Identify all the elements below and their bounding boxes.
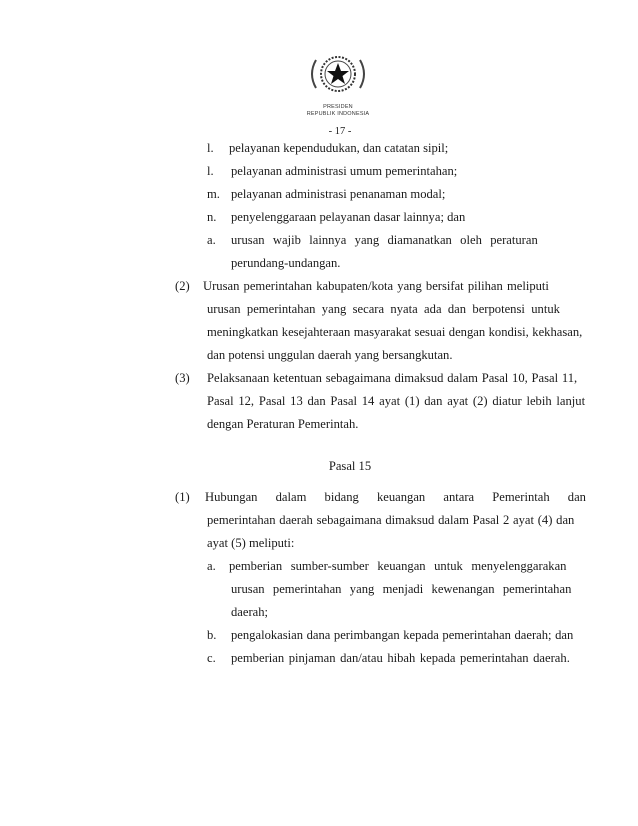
list-item: pelayanan administrasi penanaman modal; — [231, 187, 446, 201]
list-item: pemberian sumber-sumber keuangan untuk menyelenggarakan — [229, 559, 567, 573]
list-marker: c. — [207, 651, 216, 665]
paragraph-marker: (3) — [175, 371, 190, 385]
list-marker: a. — [207, 559, 216, 573]
paragraph-line: pemerintahan daerah sebagaimana dimaksud dalam Pasal 2 ayat (4) dan — [207, 513, 575, 527]
paragraph-line: dengan Peraturan Pemerintah. — [207, 417, 359, 431]
garuda-emblem — [302, 44, 374, 124]
list-marker: a. — [207, 233, 216, 247]
paragraph-marker: (2) — [175, 279, 190, 293]
list-marker: l. — [207, 164, 214, 178]
paragraph-marker: (1) — [175, 490, 190, 504]
list-marker: b. — [207, 628, 217, 642]
list-item: pelayanan administrasi umum pemerintahan; — [231, 164, 458, 178]
page-number: - 17 - — [328, 126, 352, 137]
paragraph-line: Pelaksanaan ketentuan sebagaimana dimaksud dalam Pasal 10, Pasal 11, — [207, 371, 578, 385]
list-item: pelayanan kependudukan, dan catatan sipil; — [229, 141, 449, 155]
paragraph-line: urusan pemerintahan yang secara nyata ada dan berpotensi untuk — [207, 302, 560, 316]
emblem-caption-1: PRESIDEN — [323, 104, 353, 110]
paragraph-line: Hubungan dalam bidang keuangan antara Pemerintah dan — [205, 490, 586, 504]
paragraph-line: Urusan pemerintahan kabupaten/kota yang bersifat pilihan meliputi — [203, 279, 549, 293]
list-marker: n. — [207, 210, 217, 224]
paragraph-line: meningkatkan kesejahteraan masyarakat sesuai dengan kondisi, kekhasan, — [207, 325, 583, 339]
paragraph-line: ayat (5) meliputi: — [207, 536, 295, 550]
paragraph-line: dan potensi unggulan daerah yang bersangkutan. — [207, 348, 453, 362]
list-marker: m. — [207, 187, 220, 201]
list-item: pengalokasian dana perimbangan kepada pemerintahan daerah; dan — [231, 628, 574, 642]
emblem-caption-2: REPUBLIK INDONESIA — [306, 111, 370, 117]
list-item-continuation: urusan pemerintahan yang menjadi kewenangan pemerintahan — [231, 582, 572, 596]
paragraph-line: Pasal 12, Pasal 13 dan Pasal 14 ayat (1) dan ayat (2) diatur lebih lanjut — [207, 394, 586, 408]
list-item: penyelenggaraan pelayanan dasar lainnya; dan — [231, 210, 466, 224]
emblem-star-icon — [302, 44, 374, 104]
list-item: pemberian pinjaman dan/atau hibah kepada pemerintahan daerah. — [231, 651, 570, 665]
list-item-continuation: daerah; — [231, 605, 269, 619]
article-heading: Pasal 15 — [328, 459, 372, 473]
list-item-continuation: perundang-undangan. — [231, 256, 341, 270]
list-item: urusan wajib lainnya yang diamanatkan oleh peraturan — [231, 233, 538, 247]
list-marker: l. — [207, 141, 214, 155]
